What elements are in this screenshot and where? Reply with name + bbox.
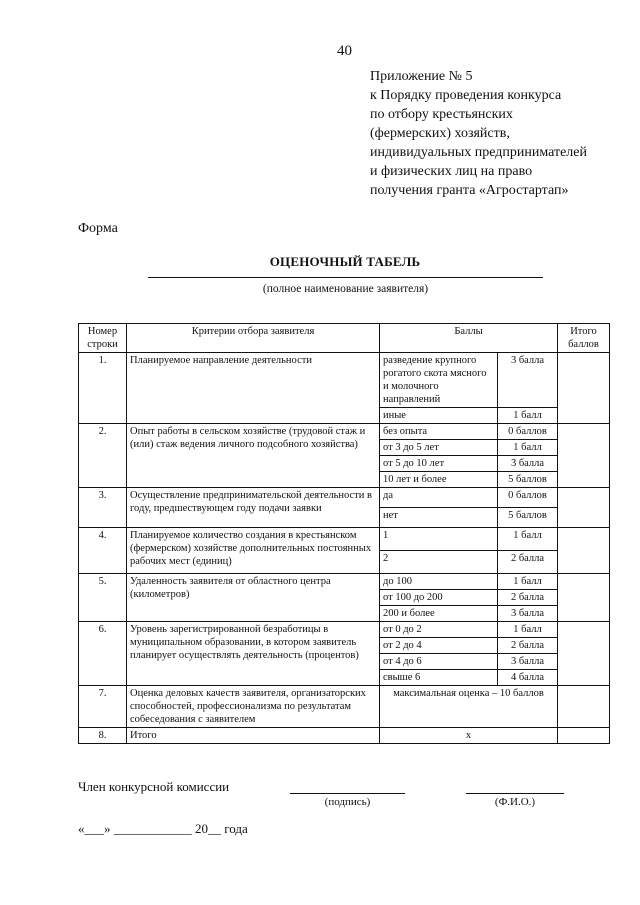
option-cell: 1 <box>380 528 498 551</box>
table-row <box>79 528 610 551</box>
option-cell: от 5 до 10 лет <box>380 456 498 472</box>
total-cell <box>558 528 610 574</box>
table-row <box>79 488 610 508</box>
total-cell <box>558 686 610 728</box>
points-cell: 2 балла <box>498 590 558 606</box>
total-cell <box>558 424 610 488</box>
commission-member-label: Член конкурсной комиссии <box>78 779 230 794</box>
points-cell: 3 балла <box>498 606 558 622</box>
points-cell: 1 балл <box>498 622 558 638</box>
criterion-cell: Планируемое количество создания в крестьянском (фермерском) хозяйстве дополнительных постоянных рабочих мест (единиц) <box>127 528 380 574</box>
appendix-line: (фермерских) хозяйств, <box>370 126 510 141</box>
applicant-name-caption: (полное наименование заявителя) <box>262 283 429 295</box>
table-header-row <box>79 324 610 353</box>
appendix-line: получения гранта «Агростартап» <box>370 183 569 198</box>
appendix-line: индивидуальных предпринимателей <box>370 145 587 160</box>
option-cell: разведение крупного рогатого скота мясного и молочного направлений <box>380 353 498 408</box>
table-row <box>79 574 610 590</box>
criterion-cell: Уровень зарегистрированной безработицы в муниципальном образовании, в котором заявитель планирует осуществлять деятельность (процентов) <box>127 622 380 686</box>
header-criteria: Критерии отбора заявителя <box>127 324 380 353</box>
points-cell: 0 баллов <box>498 488 558 508</box>
page-number: 40 <box>337 43 352 59</box>
criterion-cell: Планируемое направление деятельности <box>127 353 380 424</box>
row-number: 5. <box>79 574 127 622</box>
points-cell: 0 баллов <box>498 424 558 440</box>
full-name-caption: (Ф.И.О.) <box>494 796 536 808</box>
table-row <box>79 424 610 440</box>
points-cell: 1 балл <box>498 528 558 551</box>
total-cell <box>558 353 610 424</box>
appendix-line: к Порядку проведения конкурса <box>370 88 562 103</box>
signature-caption: (подпись) <box>324 796 371 808</box>
total-cell <box>558 728 610 744</box>
criterion-cell: Удаленность заявителя от областного центра (километров) <box>127 574 380 622</box>
option-cell: без опыта <box>380 424 498 440</box>
points-cell: 1 балл <box>498 440 558 456</box>
points-cell: 1 балл <box>498 574 558 590</box>
option-cell: от 2 до 4 <box>380 638 498 654</box>
table-row <box>79 728 610 744</box>
points-cell: 3 балла <box>498 654 558 670</box>
criterion-cell: Опыт работы в сельском хозяйстве (трудовой стаж и (или) стаж ведения личного подсобного хозяйства) <box>127 424 380 488</box>
option-cell: 10 лет и более <box>380 472 498 488</box>
option-cell: от 3 до 5 лет <box>380 440 498 456</box>
criterion-cell: Итого <box>127 728 380 744</box>
row-number: 2. <box>79 424 127 488</box>
table-row <box>79 622 610 638</box>
option-cell: нет <box>380 508 498 528</box>
points-cell: 3 балла <box>498 456 558 472</box>
appendix-line: и физических лиц на право <box>370 164 533 179</box>
row-number: 1. <box>79 353 127 424</box>
applicant-name-line <box>148 277 543 278</box>
total-cell <box>558 574 610 622</box>
header-points: Баллы <box>380 324 558 353</box>
points-cell: 2 балла <box>498 638 558 654</box>
total-cell <box>558 622 610 686</box>
option-cell: от 0 до 2 <box>380 622 498 638</box>
header-total: Итого баллов <box>558 324 610 353</box>
points-cell: 5 баллов <box>498 508 558 528</box>
option-cell: до 100 <box>380 574 498 590</box>
form-label: Форма <box>78 221 118 236</box>
points-cell: 5 баллов <box>498 472 558 488</box>
document-title: ОЦЕНОЧНЫЙ ТАБЕЛЬ <box>269 254 421 269</box>
points-cell: 2 балла <box>498 551 558 574</box>
option-cell: от 100 до 200 <box>380 590 498 606</box>
points-cell: 1 балл <box>498 408 558 424</box>
row-number: 7. <box>79 686 127 728</box>
header-row-number: Номер строки <box>79 324 127 353</box>
option-cell: 200 и более <box>380 606 498 622</box>
option-cell: иные <box>380 408 498 424</box>
total-cell <box>558 488 610 528</box>
criterion-cell: Оценка деловых качеств заявителя, организаторских способностей, профессионализма по результатам собеседования с заявителем <box>127 686 380 728</box>
points-cell: 3 балла <box>498 353 558 408</box>
criterion-cell: Осуществление предпринимательской деятельности в году, предшествующем году подачи заявки <box>127 488 380 528</box>
row-number: 6. <box>79 622 127 686</box>
appendix-note <box>370 67 635 200</box>
row-number: 8. <box>79 728 127 744</box>
option-cell: 2 <box>380 551 498 574</box>
row-number: 4. <box>79 528 127 574</box>
points-cell: 4 балла <box>498 670 558 686</box>
option-cell: да <box>380 488 498 508</box>
appendix-line: по отбору крестьянских <box>370 107 513 122</box>
table-row <box>79 353 610 408</box>
appendix-line: Приложение № 5 <box>370 69 473 84</box>
row-number: 3. <box>79 488 127 528</box>
option-cell: свыше 6 <box>380 670 498 686</box>
signature-line <box>290 793 405 794</box>
date-line: «___» ____________ 20__ года <box>78 821 248 836</box>
score-table <box>78 323 610 744</box>
full-name-line <box>466 793 564 794</box>
option-cell: от 4 до 6 <box>380 654 498 670</box>
merged-points-cell: х <box>380 728 558 744</box>
table-row <box>79 686 610 728</box>
merged-points-cell: максимальная оценка – 10 баллов <box>380 686 558 728</box>
